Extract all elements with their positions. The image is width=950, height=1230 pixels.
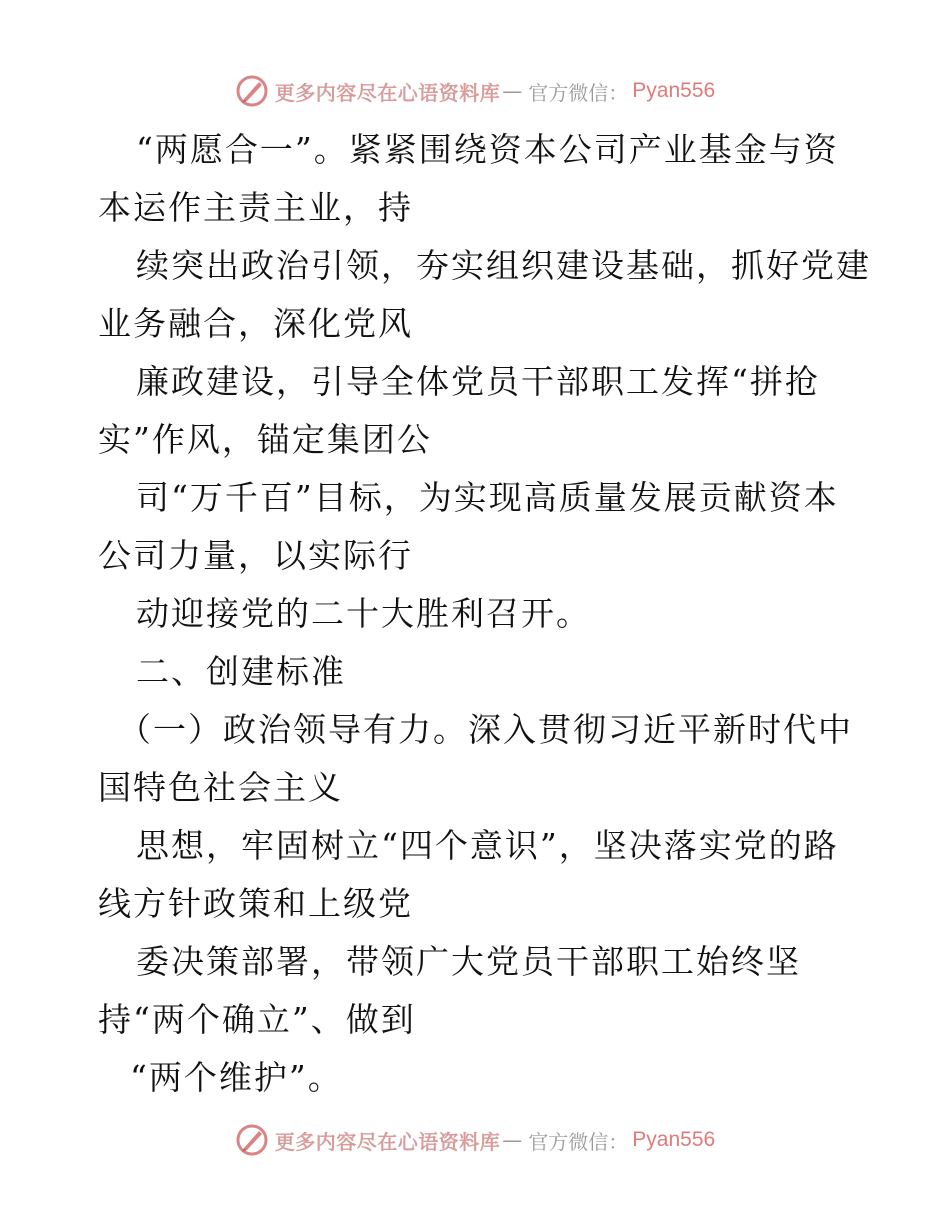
watermark-wechat-label: 官方微信： bbox=[528, 80, 629, 105]
body-line: 本运作主责主业，持 bbox=[98, 188, 413, 227]
watermark-wechat-label: 官方微信： bbox=[528, 1129, 629, 1154]
body-line: 委决策部署，带领广大党员干部职工始终坚 bbox=[136, 942, 801, 981]
body-line: 持“两个确立”、做到 bbox=[98, 1000, 416, 1039]
body-line: 公司力量，以实际行 bbox=[98, 536, 413, 575]
body-line: 司“万千百”目标，为实现高质量发展贡献资本 bbox=[136, 478, 839, 517]
footer-watermark bbox=[0, 1120, 950, 1160]
quill-pen-logo-icon bbox=[235, 74, 269, 108]
watermark-wechat-id: Pyan556 bbox=[632, 1128, 716, 1151]
watermark-brand-text: 更多内容尽在心语资料库 bbox=[274, 80, 501, 105]
watermark-wechat-id: Pyan556 bbox=[632, 79, 716, 102]
quill-pen-logo-icon bbox=[235, 1123, 269, 1157]
body-line: 业务融合，深化党风 bbox=[98, 304, 413, 343]
body-line: 线方针政策和上级党 bbox=[98, 884, 413, 923]
body-line: 续突出政治引领，夯实组织建设基础，抓好党建 bbox=[136, 246, 871, 285]
body-line: 廉政建设，引导全体党员干部职工发挥“拼抢 bbox=[136, 362, 820, 401]
body-line: （一）政治领导有力。深入贯彻习近平新时代中 bbox=[118, 710, 853, 749]
watermark-separator: — bbox=[502, 1128, 523, 1152]
body-line: “两个维护”。 bbox=[130, 1058, 343, 1097]
watermark-separator: — bbox=[502, 79, 523, 103]
body-line: 国特色社会主义 bbox=[98, 768, 343, 807]
header-watermark bbox=[0, 71, 950, 111]
body-line: 实”作风，锚定集团公 bbox=[98, 420, 432, 459]
body-line: 动迎接党的二十大胜利召开。 bbox=[136, 594, 591, 633]
section-heading: 二、创建标准 bbox=[136, 652, 346, 691]
watermark-brand-text: 更多内容尽在心语资料库 bbox=[274, 1129, 501, 1154]
body-line: 思想，牢固树立“四个意识”，坚决落实党的路 bbox=[136, 826, 839, 865]
body-line: “两愿合一”。紧紧围绕资本公司产业基金与资 bbox=[136, 130, 839, 169]
